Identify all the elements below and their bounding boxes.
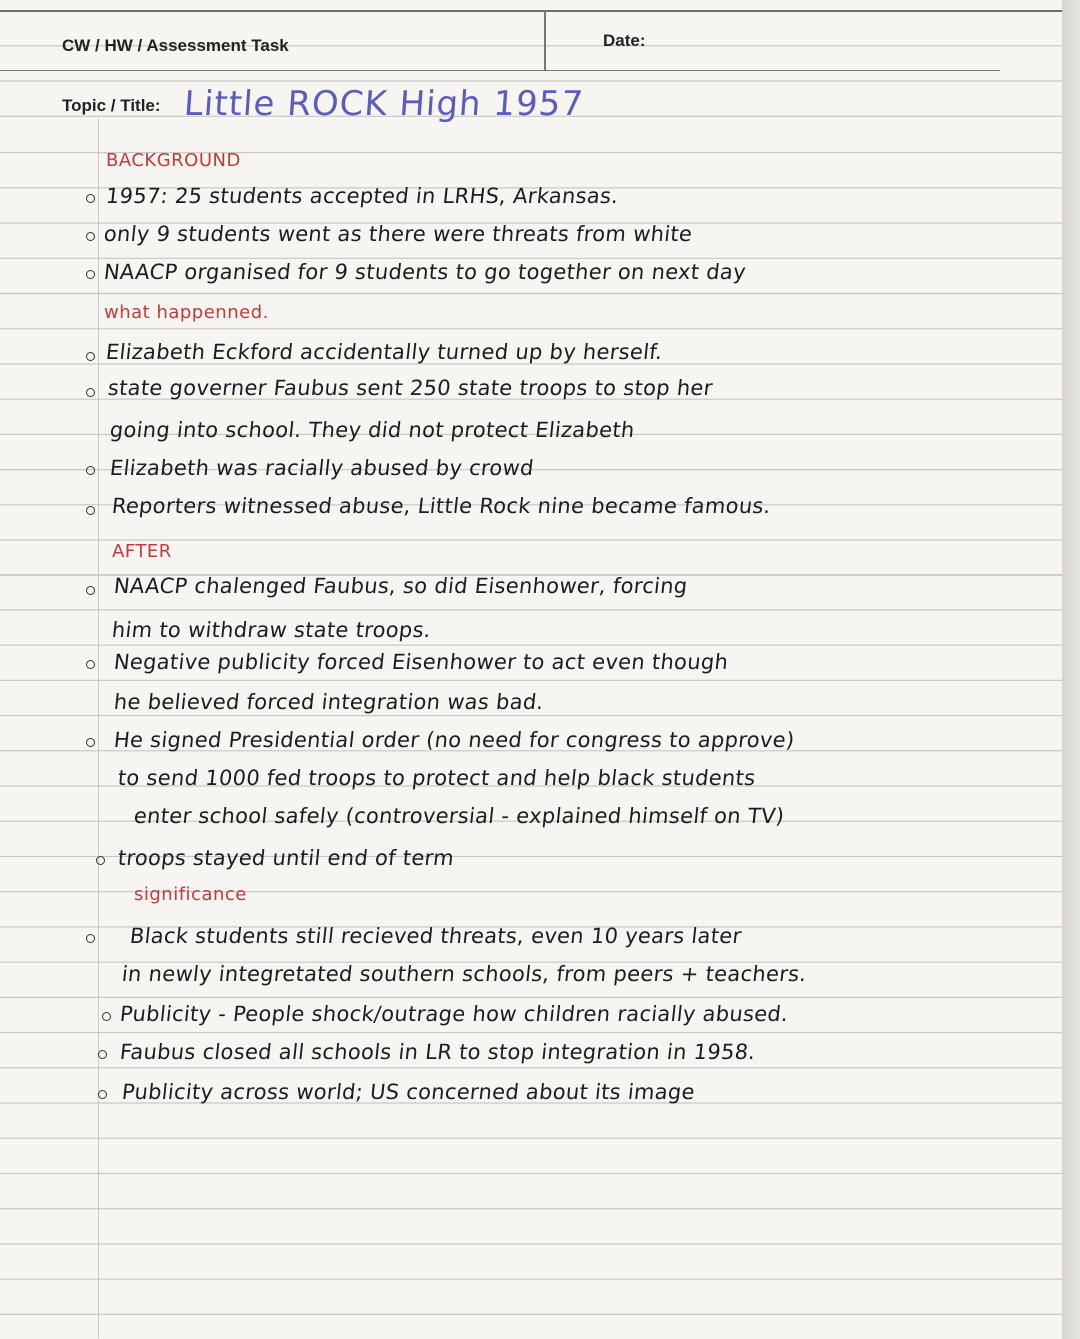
note-line: troops stayed until end of term [116,846,456,870]
bullet [86,586,95,595]
margin-line [98,118,99,1338]
bullet [86,232,95,241]
note-line: Publicity - People shock/outrage how children racially abused. [118,1002,790,1026]
bullet [86,194,95,203]
note-line: 1957: 25 students accepted in LRHS, Arkansas. [104,184,620,208]
heading-background: BACKGROUND [106,150,241,171]
note-line: Reporters witnessed abuse, Little Rock nine became famous. [110,494,773,518]
note-line: he believed forced integration was bad. [112,690,545,714]
bullet [86,270,95,279]
bullet [86,506,95,515]
note-line: to send 1000 fed troops to protect and help black students [116,766,757,790]
note-line: Negative publicity forced Eisenhower to act even though [112,650,730,674]
note-line: him to withdraw state troops. [110,618,433,642]
heading-significance: significance [134,884,247,905]
note-line: Publicity across world; US concerned about its image [120,1080,697,1104]
note-line: Faubus closed all schools in LR to stop integration in 1958. [118,1040,757,1064]
note-line: NAACP organised for 9 students to go together on next day [102,260,748,284]
note-line: going into school. They did not protect Elizabeth [108,418,636,442]
date-label: Date: [603,31,646,50]
heading-what-happened: what happenned. [104,302,269,323]
bullet [98,1090,107,1099]
note-line: Elizabeth was racially abused by crowd [108,456,536,480]
note-line: only 9 students went as there were threats from white [102,222,694,246]
bullet [86,352,95,361]
bullet [86,934,95,943]
note-line: Black students still recieved threats, even 10 years later [128,924,743,948]
note-line: enter school safely (controversial - explained himself on TV) [132,804,786,828]
bullet [86,466,95,475]
page-title: Little ROCK High 1957 [182,84,586,124]
header-divider [544,10,546,70]
bullet [86,660,95,669]
note-line: in newly integretated southern schools, from peers + teachers. [120,962,808,986]
note-line: state governer Faubus sent 250 state troops to stop her [106,376,714,400]
bullet [86,738,95,747]
page-edge [1062,0,1080,1339]
bullet [98,1050,107,1059]
heading-after: AFTER [112,541,172,562]
bullet [96,856,105,865]
task-label: CW / HW / Assessment Task [62,36,289,55]
note-line: He signed Presidential order (no need for congress to approve) [112,728,796,752]
topic-label: Topic / Title: [62,96,161,115]
bullet [86,388,95,397]
note-line: NAACP chalenged Faubus, so did Eisenhower, forcing [112,574,689,598]
note-line: Elizabeth Eckford accidentally turned up by herself. [104,340,664,364]
bullet [102,1012,111,1021]
